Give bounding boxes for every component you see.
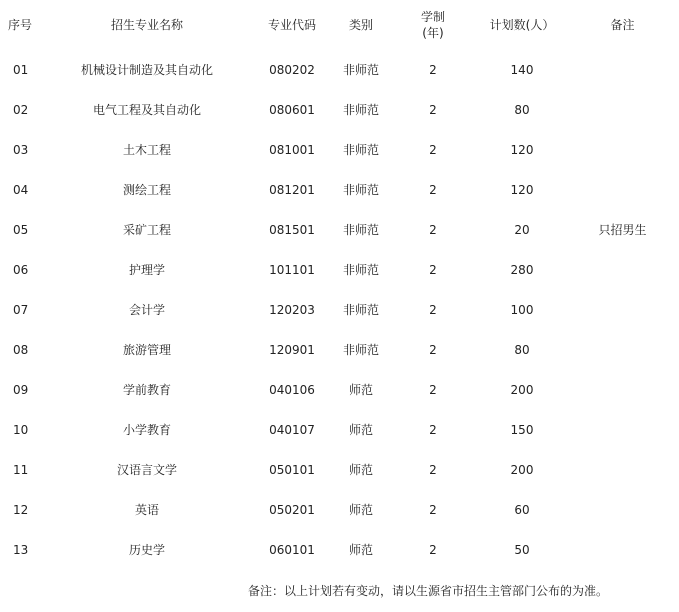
cell-seq: 06 [13, 263, 29, 277]
cell-category: 非师范 [342, 183, 379, 197]
cell-major-name: 电气工程及其自动化 [92, 103, 201, 117]
header-years [388, 0, 478, 50]
cell-major-code: 040106 [269, 383, 315, 397]
cell-years: 2 [429, 63, 437, 77]
header-quota: 计划数(人） [489, 18, 555, 32]
cell-category: 非师范 [342, 303, 379, 317]
cell-quota: 140 [510, 63, 534, 77]
cell-major-name: 机械设计制造及其自动化 [80, 63, 213, 77]
cell-quota: 150 [510, 423, 534, 437]
cell-quota: 200 [510, 383, 534, 397]
cell-quota: 280 [510, 263, 534, 277]
header-category: 类别 [348, 18, 373, 32]
cell-major-name: 汉语言文学 [116, 463, 177, 477]
cell-major-code: 050101 [269, 463, 315, 477]
header-years-top: 学制 [420, 10, 445, 24]
cell-quota: 200 [510, 463, 534, 477]
cell-remark [566, 290, 679, 330]
cell-remark [566, 530, 679, 570]
cell-major-name: 会计学 [128, 303, 165, 317]
cell-remark [566, 90, 679, 130]
cell-category: 非师范 [342, 143, 379, 157]
cell-quota: 80 [514, 343, 530, 357]
cell-category: 非师范 [342, 63, 379, 77]
cell-years: 2 [429, 303, 437, 317]
header-major-code: 专业代码 [267, 18, 316, 32]
cell-years: 2 [429, 463, 437, 477]
header-remark: 备注 [610, 18, 635, 32]
cell-category: 师范 [348, 463, 373, 477]
table-row [0, 370, 679, 410]
cell-years: 2 [429, 103, 437, 117]
cell-seq: 03 [13, 143, 29, 157]
cell-years: 2 [429, 383, 437, 397]
cell-seq: 01 [13, 63, 29, 77]
table-row [0, 490, 679, 530]
cell-major-code: 080601 [269, 103, 315, 117]
cell-seq: 12 [13, 503, 29, 517]
cell-category: 师范 [348, 543, 373, 557]
header-major-name: 招生专业名称 [110, 18, 183, 32]
cell-category: 师范 [348, 503, 373, 517]
cell-remark [566, 330, 679, 370]
cell-major-code: 080202 [269, 63, 315, 77]
cell-quota: 100 [510, 303, 534, 317]
cell-years: 2 [429, 183, 437, 197]
cell-remark [566, 370, 679, 410]
table-row [0, 50, 679, 90]
cell-major-name: 土木工程 [122, 143, 171, 157]
cell-remark [566, 410, 679, 450]
table-row [0, 330, 679, 370]
cell-major-code: 081501 [269, 223, 315, 237]
cell-years: 2 [429, 543, 437, 557]
cell-seq: 02 [13, 103, 29, 117]
cell-seq: 07 [13, 303, 29, 317]
table-row [0, 130, 679, 170]
cell-seq: 08 [13, 343, 29, 357]
cell-category: 师范 [348, 423, 373, 437]
cell-remark [566, 130, 679, 170]
table-row [0, 250, 679, 290]
table-row [0, 450, 679, 490]
cell-major-name: 旅游管理 [122, 343, 171, 357]
cell-major-code: 060101 [269, 543, 315, 557]
cell-years: 2 [429, 343, 437, 357]
cell-seq: 09 [13, 383, 29, 397]
table-header-row [0, 0, 679, 50]
cell-remark: 只招男生 [598, 223, 647, 237]
cell-quota: 50 [514, 543, 530, 557]
cell-quota: 20 [514, 223, 530, 237]
table-row [0, 530, 679, 570]
cell-major-code: 101101 [269, 263, 315, 277]
cell-remark [566, 250, 679, 290]
cell-major-code: 120901 [269, 343, 315, 357]
cell-quota: 120 [510, 143, 534, 157]
cell-major-name: 采矿工程 [122, 223, 171, 237]
cell-category: 非师范 [342, 103, 379, 117]
cell-major-name: 护理学 [128, 263, 165, 277]
cell-years: 2 [429, 423, 437, 437]
cell-seq: 10 [13, 423, 29, 437]
table-row [0, 90, 679, 130]
cell-major-code: 050201 [269, 503, 315, 517]
cell-major-name: 小学教育 [122, 423, 171, 437]
cell-major-name: 测绘工程 [122, 183, 171, 197]
table-row [0, 410, 679, 450]
cell-quota: 60 [514, 503, 530, 517]
cell-seq: 04 [13, 183, 29, 197]
cell-remark [566, 50, 679, 90]
cell-seq: 11 [13, 463, 29, 477]
cell-major-name: 英语 [134, 503, 159, 517]
cell-remark [566, 170, 679, 210]
cell-seq: 13 [13, 543, 29, 557]
cell-seq: 05 [13, 223, 29, 237]
cell-remark [566, 490, 679, 530]
table-row [0, 210, 679, 250]
cell-quota: 80 [514, 103, 530, 117]
cell-category: 非师范 [342, 223, 379, 237]
footnote: 备注：以上计划若有变动，请以生源省市招生主管部门公布的为准。 [248, 584, 609, 598]
header-seq: 序号 [8, 18, 33, 32]
cell-major-code: 120203 [269, 303, 315, 317]
table-row [0, 170, 679, 210]
cell-category: 非师范 [342, 263, 379, 277]
cell-major-code: 040107 [269, 423, 315, 437]
header-years-bottom: (年) [422, 26, 444, 40]
cell-years: 2 [429, 223, 437, 237]
cell-remark [566, 450, 679, 490]
cell-major-name: 学前教育 [122, 383, 171, 397]
cell-category: 非师范 [342, 343, 379, 357]
cell-category: 师范 [348, 383, 373, 397]
cell-major-code: 081201 [269, 183, 315, 197]
cell-quota: 120 [510, 183, 534, 197]
cell-years: 2 [429, 143, 437, 157]
cell-major-name: 历史学 [128, 543, 165, 557]
table-row [0, 290, 679, 330]
cell-years: 2 [429, 503, 437, 517]
cell-years: 2 [429, 263, 437, 277]
cell-major-code: 081001 [269, 143, 315, 157]
